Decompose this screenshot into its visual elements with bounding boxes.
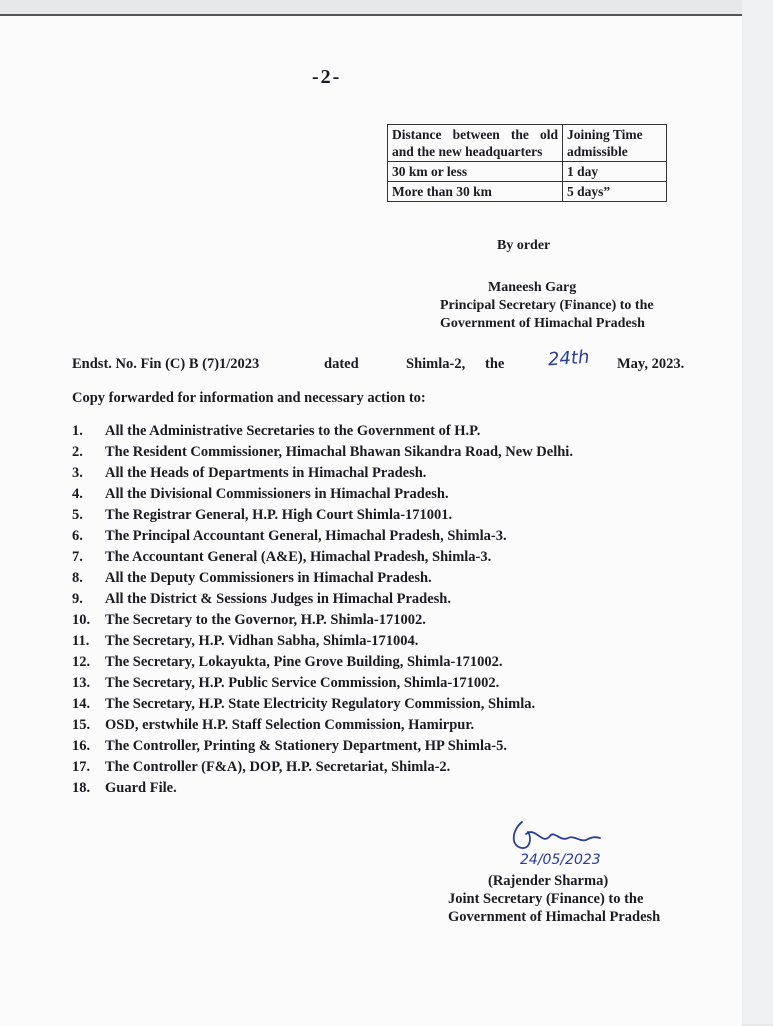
background-strip xyxy=(742,0,773,1024)
list-item-text: The Accountant General (A&E), Himachal Pradesh, Shimla-3. xyxy=(105,549,492,565)
list-item-text: The Secretary to the Governor, H.P. Shimla-171002. xyxy=(105,612,426,628)
list-item-number: 16. xyxy=(72,738,91,754)
by-order-text: By order xyxy=(497,238,551,253)
signatory-block-1 xyxy=(440,279,690,333)
endorsement-dated: dated xyxy=(324,356,359,372)
list-item-number: 8. xyxy=(72,570,83,586)
table-cell: 1 day xyxy=(563,162,667,182)
table-cell: 30 km or less xyxy=(388,162,563,182)
list-item-text: The Controller, Printing & Stationery Department, HP Shimla-5. xyxy=(105,738,507,754)
endorsement-month-year: May, 2023. xyxy=(617,356,685,372)
signatory-government: Government of Himachal Pradesh xyxy=(440,316,645,331)
list-item-number: 11. xyxy=(72,633,90,649)
list-item-number: 14. xyxy=(72,696,91,712)
handwritten-day: 24th xyxy=(547,346,591,371)
list-item-text: Guard File. xyxy=(105,780,177,796)
list-item xyxy=(72,547,573,568)
list-item-number: 15. xyxy=(72,717,91,733)
table-header-cell: Joining Time admissible xyxy=(563,125,667,162)
signatory-name: (Rajender Sharma) xyxy=(488,873,609,889)
table-cell: More than 30 km xyxy=(388,182,563,202)
signatory-designation: Joint Secretary (Finance) to the xyxy=(448,891,644,907)
signatory-government: Government of Himachal Pradesh xyxy=(448,909,661,925)
list-item xyxy=(72,673,573,694)
list-item-text: The Secretary, Lokayukta, Pine Grove Building, Shimla-171002. xyxy=(105,654,503,670)
handwritten-signature xyxy=(508,816,638,868)
list-item xyxy=(72,526,573,547)
endorsement-place: Shimla-2, xyxy=(406,356,466,372)
list-item-text: The Controller (F&A), DOP, H.P. Secretariat, Shimla-2. xyxy=(105,759,451,775)
list-item-number: 7. xyxy=(72,549,83,565)
list-item-number: 1. xyxy=(72,423,83,439)
list-item xyxy=(72,589,573,610)
list-item-number: 9. xyxy=(72,591,83,607)
document-page xyxy=(0,14,742,1026)
list-item-number: 12. xyxy=(72,654,91,670)
list-item xyxy=(72,610,573,631)
list-item-number: 3. xyxy=(72,465,83,481)
endorsement-number: Endst. No. Fin (C) B (7)1/2023 xyxy=(72,356,260,372)
list-item xyxy=(72,505,573,526)
list-item xyxy=(72,442,573,463)
signatory-name: Maneesh Garg xyxy=(488,280,577,295)
list-item xyxy=(72,652,573,673)
endorsement-the: the xyxy=(485,356,505,372)
list-item-number: 6. xyxy=(72,528,83,544)
signatory-designation: Principal Secretary (Finance) to the xyxy=(440,298,654,313)
list-item xyxy=(72,463,573,484)
list-item xyxy=(72,568,573,589)
list-item xyxy=(72,736,573,757)
list-item-number: 10. xyxy=(72,612,91,628)
list-item xyxy=(72,778,573,799)
table-header-row xyxy=(388,125,667,162)
list-item-text: The Principal Accountant General, Himachal Pradesh, Shimla-3. xyxy=(105,528,507,544)
list-item xyxy=(72,631,573,652)
table-cell: 5 days” xyxy=(563,182,667,202)
list-item-text: The Secretary, H.P. Public Service Commission, Shimla-171002. xyxy=(105,675,500,691)
list-item-number: 4. xyxy=(72,486,83,502)
list-item-text: All the District & Sessions Judges in Himachal Pradesh. xyxy=(105,591,451,607)
table-row xyxy=(388,182,667,202)
list-item-number: 13. xyxy=(72,675,91,691)
signatory-block-2 xyxy=(448,872,698,926)
list-item-number: 18. xyxy=(72,780,91,796)
list-item-text: OSD, erstwhile H.P. Staff Selection Commission, Hamirpur. xyxy=(105,717,475,733)
list-item-text: The Resident Commissioner, Himachal Bhawan Sikandra Road, New Delhi. xyxy=(105,444,573,460)
list-item-text: The Secretary, H.P. State Electricity Regulatory Commission, Shimla. xyxy=(105,696,536,712)
list-item-text: The Secretary, H.P. Vidhan Sabha, Shimla-171004. xyxy=(105,633,419,649)
list-item xyxy=(72,757,573,778)
list-item-text: The Registrar General, H.P. High Court Shimla-171001. xyxy=(105,507,453,523)
list-item xyxy=(72,715,573,736)
copy-forwarded-text: Copy forwarded for information and necessary action to: xyxy=(72,390,426,406)
list-item-text: All the Deputy Commissioners in Himachal Pradesh. xyxy=(105,570,432,586)
list-item-text: All the Heads of Departments in Himachal Pradesh. xyxy=(105,465,427,481)
page-number: -2- xyxy=(312,66,342,88)
list-item xyxy=(72,421,573,442)
table-row xyxy=(388,162,667,182)
list-item-text: All the Divisional Commissioners in Himachal Pradesh. xyxy=(105,486,449,502)
list-item xyxy=(72,484,573,505)
list-item xyxy=(72,694,573,715)
signature-date: 24/05/2023 xyxy=(520,852,601,868)
list-item-number: 5. xyxy=(72,507,83,523)
table-header-cell: Distance between the old and the new headquarters xyxy=(388,125,563,162)
joining-time-table xyxy=(387,124,667,202)
list-item-number: 2. xyxy=(72,444,83,460)
list-item-text: All the Administrative Secretaries to the Government of H.P. xyxy=(105,423,481,439)
list-item-number: 17. xyxy=(72,759,91,775)
recipient-list xyxy=(72,421,573,799)
